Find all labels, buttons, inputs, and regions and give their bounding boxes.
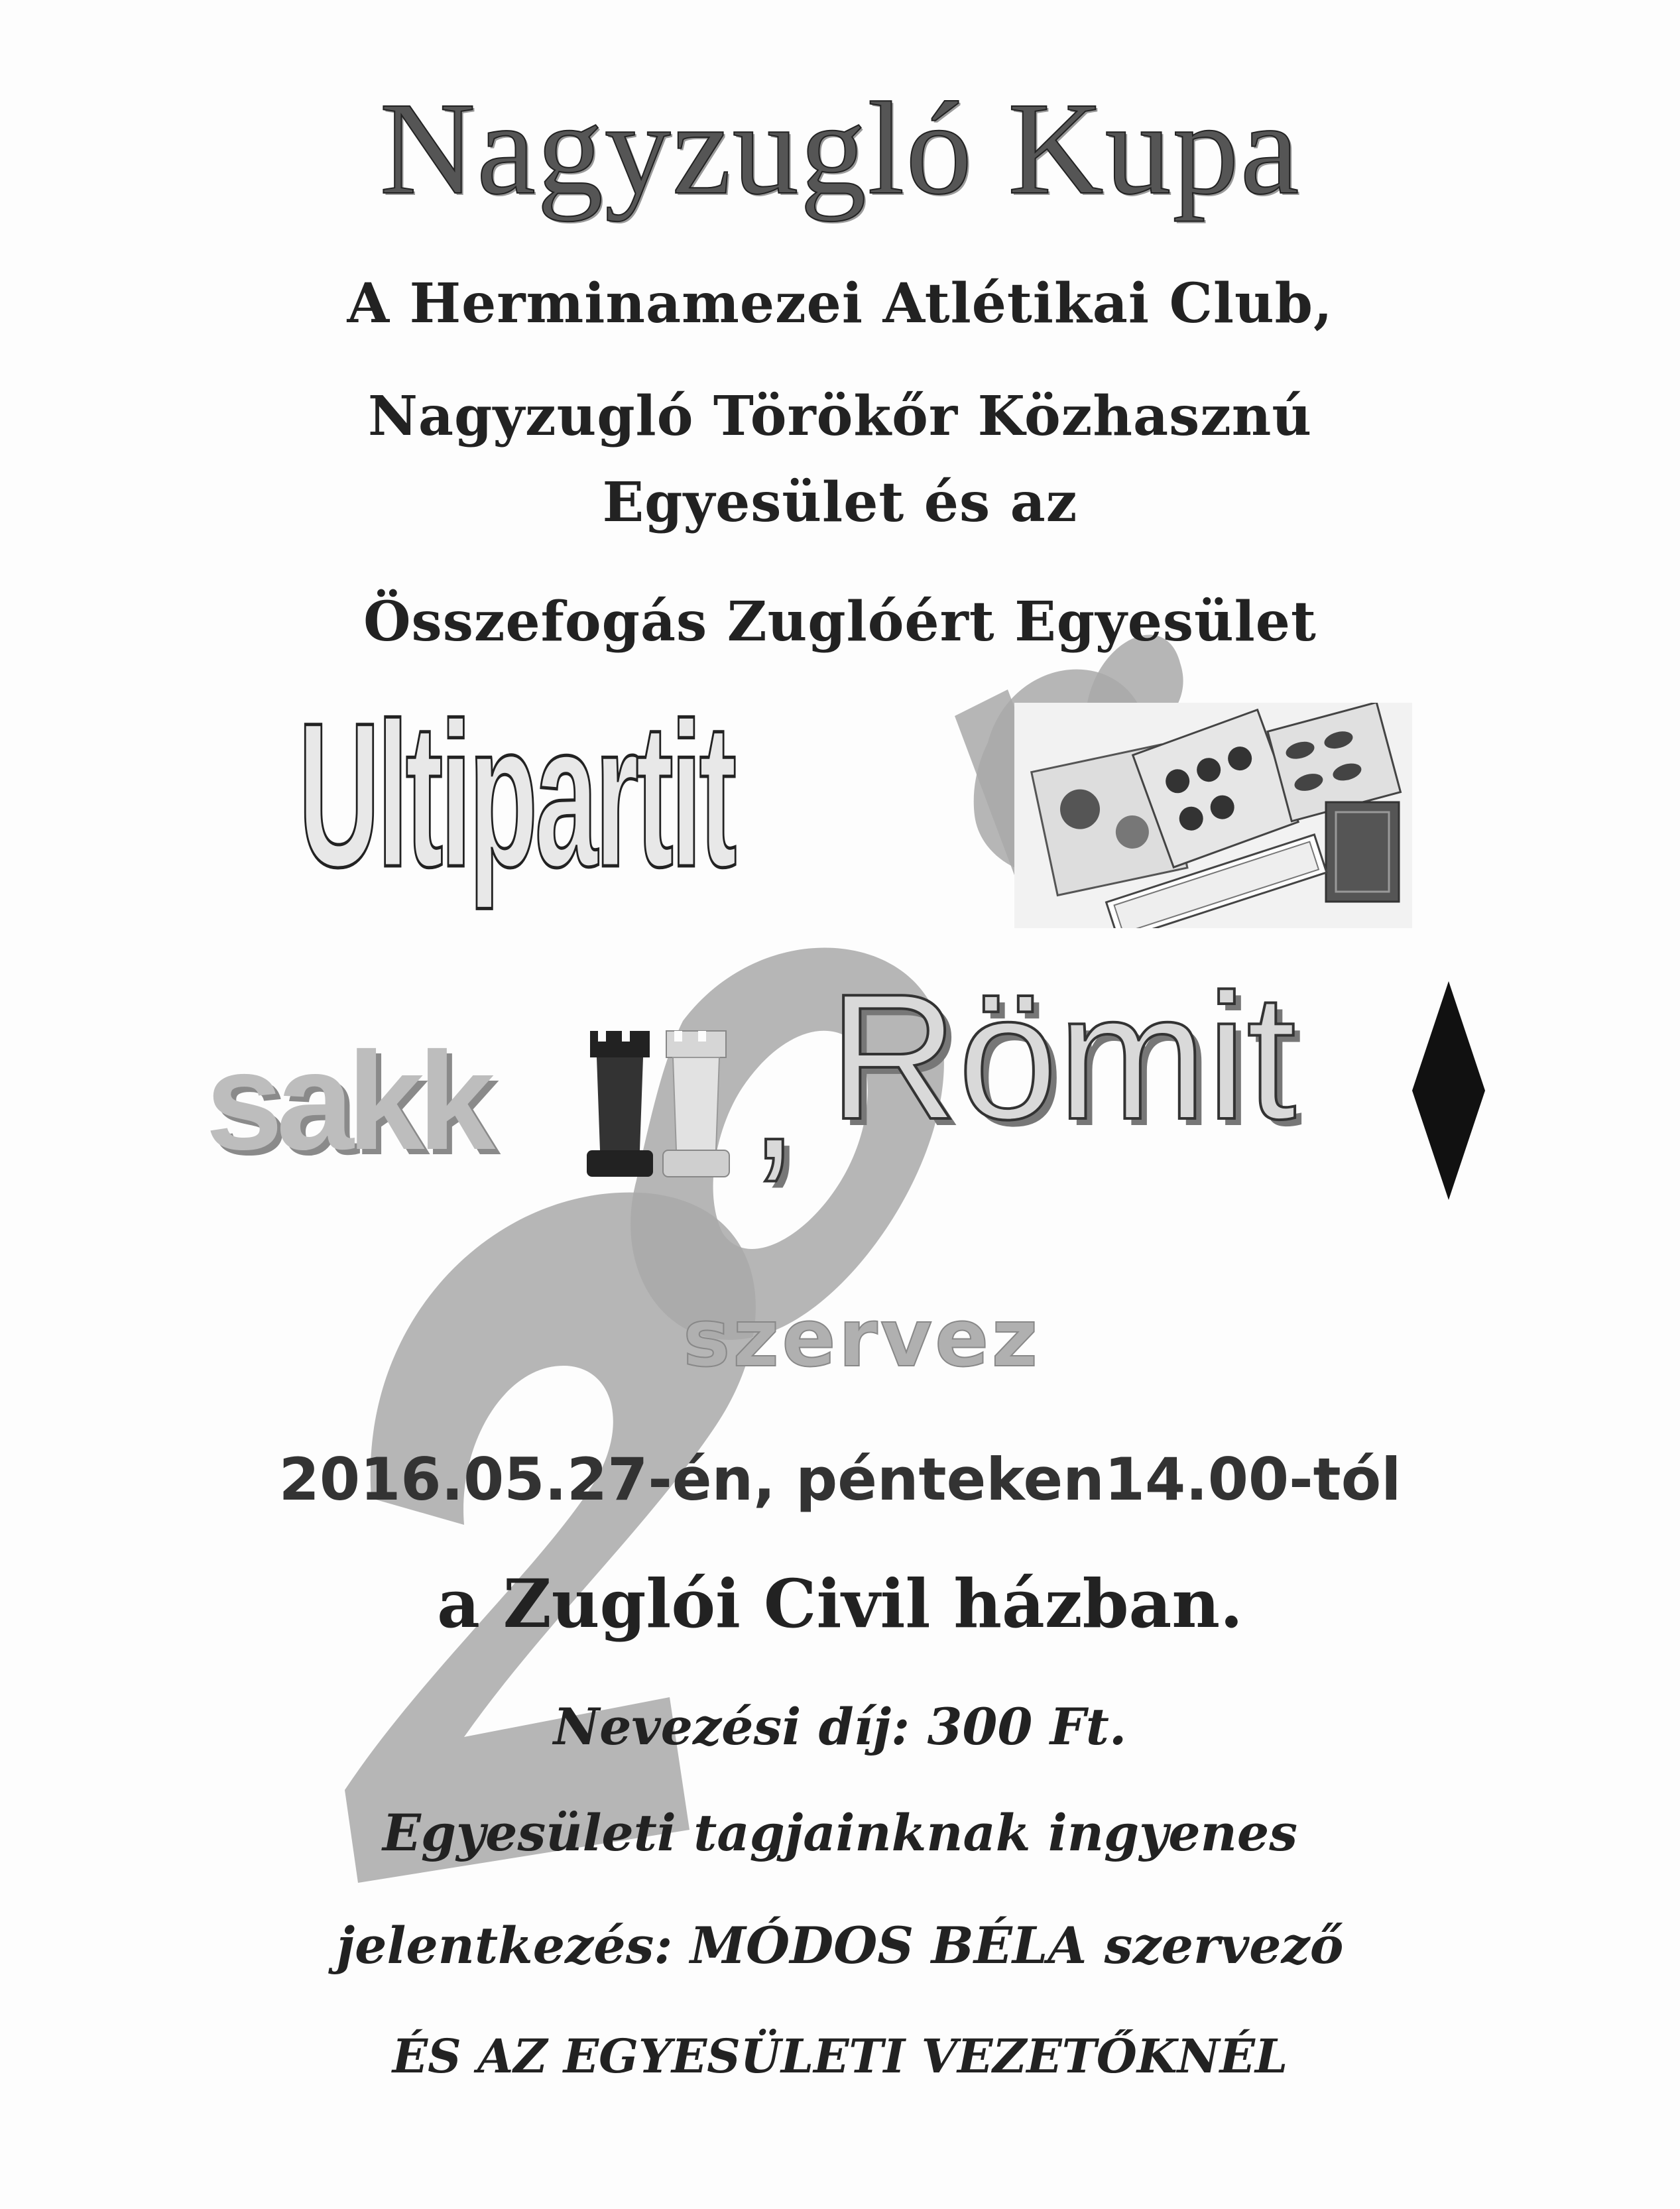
event-date-line: 2016.05.27-én, pénteken14.00-tól <box>278 1445 1402 1514</box>
black-rook-icon <box>587 1031 653 1177</box>
entry-fee-line: Nevezési díj: 300 Ft. <box>553 1697 1127 1756</box>
page-title: Nagyzugló Kupa <box>379 76 1301 222</box>
organizer-line-2: Nagyzugló Törökőr Közhasznú <box>367 385 1313 448</box>
chess-rooks-image <box>577 1024 743 1190</box>
romi-word-art: Römit <box>829 957 1297 1157</box>
organizes-verb: szervez <box>683 1293 1041 1385</box>
organizer-line-4: Összefogás Zuglóért Egyesület <box>363 590 1317 654</box>
members-free-line: Egyesületi tagjainknak ingyenes <box>382 1803 1298 1862</box>
leaders-line: ÉS AZ EGYESÜLETI VEZETŐKNÉL <box>392 2029 1288 2084</box>
contact-line: jelentkezés: MÓDOS BÉLA szervező <box>336 1916 1344 1975</box>
organizer-line-1: A Herminamezei Atlétikai Club, <box>347 272 1333 335</box>
white-rook-icon <box>663 1031 729 1177</box>
organizer-line-3: Egyesület és az <box>602 471 1078 534</box>
comma-word-art: , <box>749 997 800 1197</box>
sakk-word-art: sakk <box>206 1023 489 1179</box>
playing-cards-image <box>1014 703 1412 928</box>
ulti-word-art: Ultipartit <box>298 680 734 910</box>
event-place-line: a Zuglói Civil házban. <box>437 1565 1243 1643</box>
diamond-suit-icon <box>1412 981 1485 1200</box>
